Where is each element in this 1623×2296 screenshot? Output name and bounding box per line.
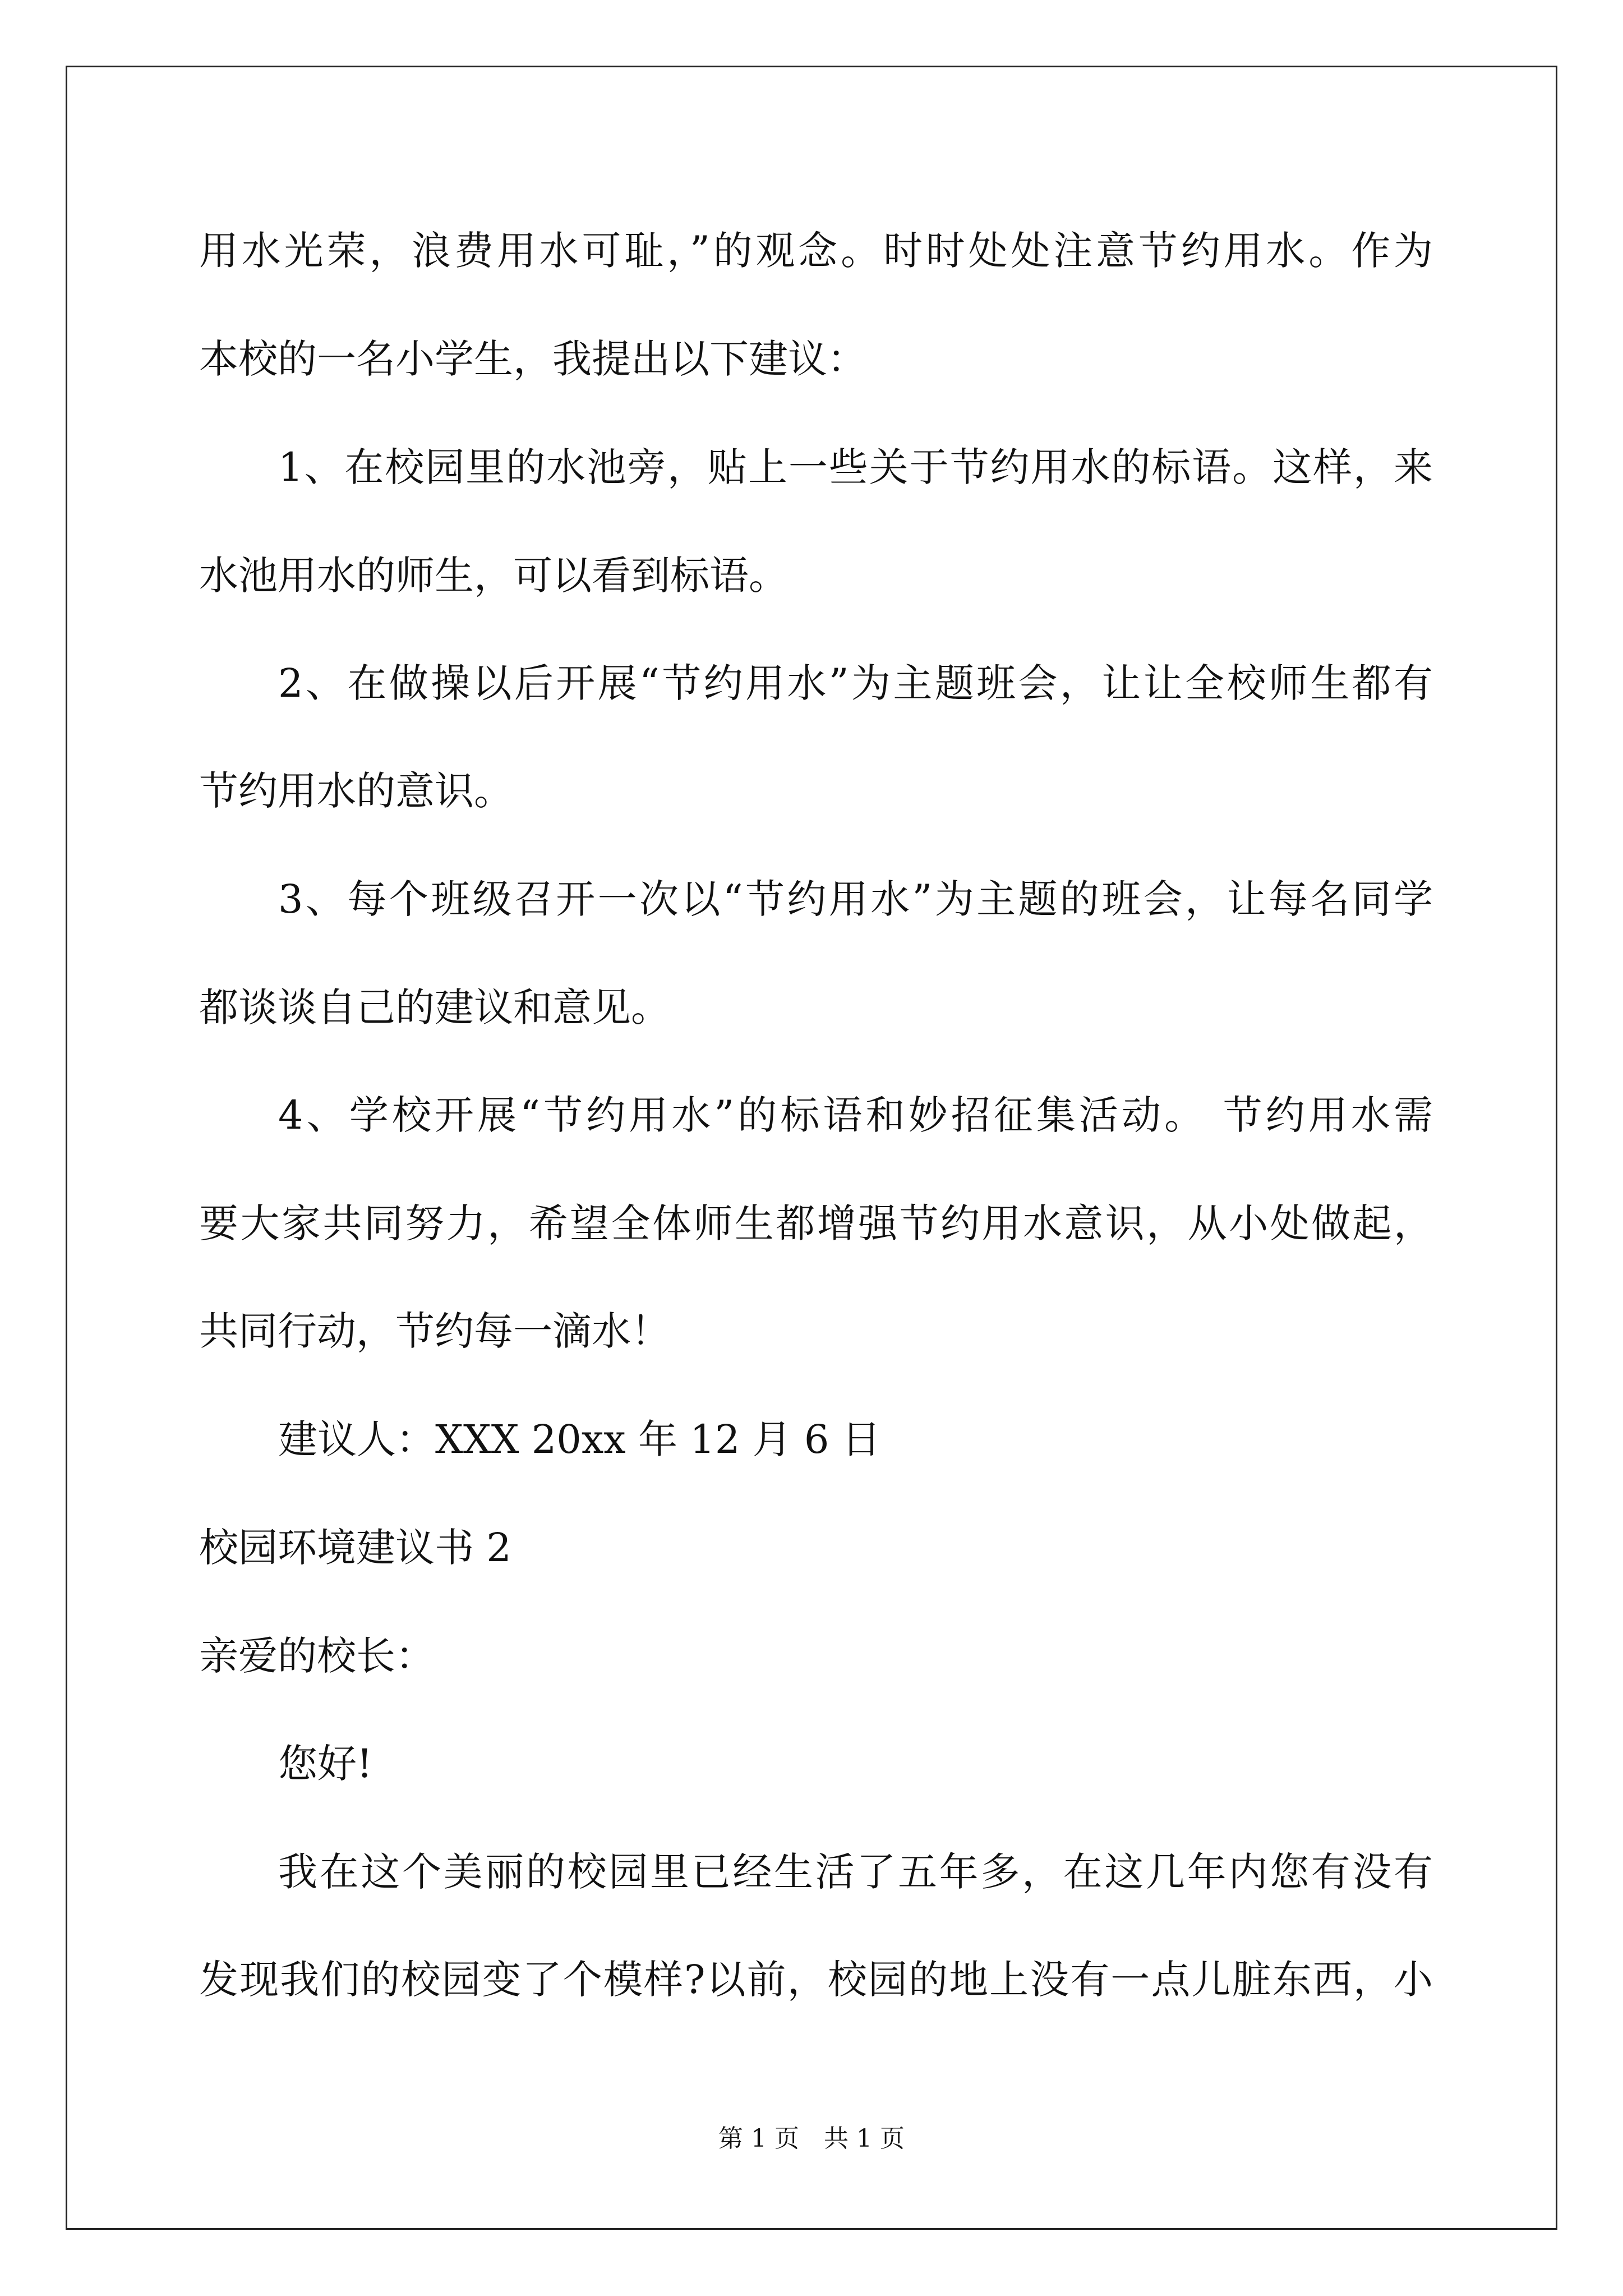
page-number-footer: 第 1 页 共 1 页 [718, 2124, 905, 2153]
paragraph-line: 发现我们的校园变了个模样?以前，校园的地上没有一点儿脏东西，小 [199, 1957, 1433, 2003]
page-border [66, 66, 1557, 2230]
signature-line: 建议人：XXX 20xx 年 12 月 6 日 [278, 1416, 881, 1462]
list-item-2-line: 2、在做操以后开展“节约用水”为主题班会，让让全校师生都有 [278, 660, 1433, 706]
salutation: 亲爱的校长： [199, 1633, 435, 1679]
list-item-3-line: 3、每个班级召开一次以“节约用水”为主题的班会，让每名同学 [278, 876, 1433, 922]
list-item-3-line: 都谈谈自己的建议和意见。 [199, 984, 670, 1030]
paragraph-line: 我在这个美丽的校园里已经生活了五年多，在这几年内您有没有 [278, 1849, 1433, 1895]
paragraph-line: 共同行动，节约每一滴水！ [199, 1308, 670, 1354]
paragraph-line: 用水光荣，浪费用水可耻，”的观念。时时处处注意节约用水。作为 [199, 228, 1433, 274]
list-item-1-line: 水池用水的师生，可以看到标语。 [199, 553, 788, 599]
list-item-1-line: 1、在校园里的水池旁，贴上一些关于节约用水的标语。这样，来 [278, 444, 1433, 490]
greeting: 您好! [278, 1741, 373, 1787]
section-title: 校园环境建议书 2 [199, 1525, 511, 1571]
list-item-4-line: 4、学校开展“节约用水”的标语和妙招征集活动。 节约用水需 [278, 1092, 1433, 1138]
list-item-2-line: 节约用水的意识。 [199, 768, 513, 814]
paragraph-line: 本校的一名小学生，我提出以下建议： [199, 336, 866, 382]
paragraph-line: 要大家共同努力，希望全体师生都增强节约用水意识，从小处做起， [199, 1200, 1433, 1246]
